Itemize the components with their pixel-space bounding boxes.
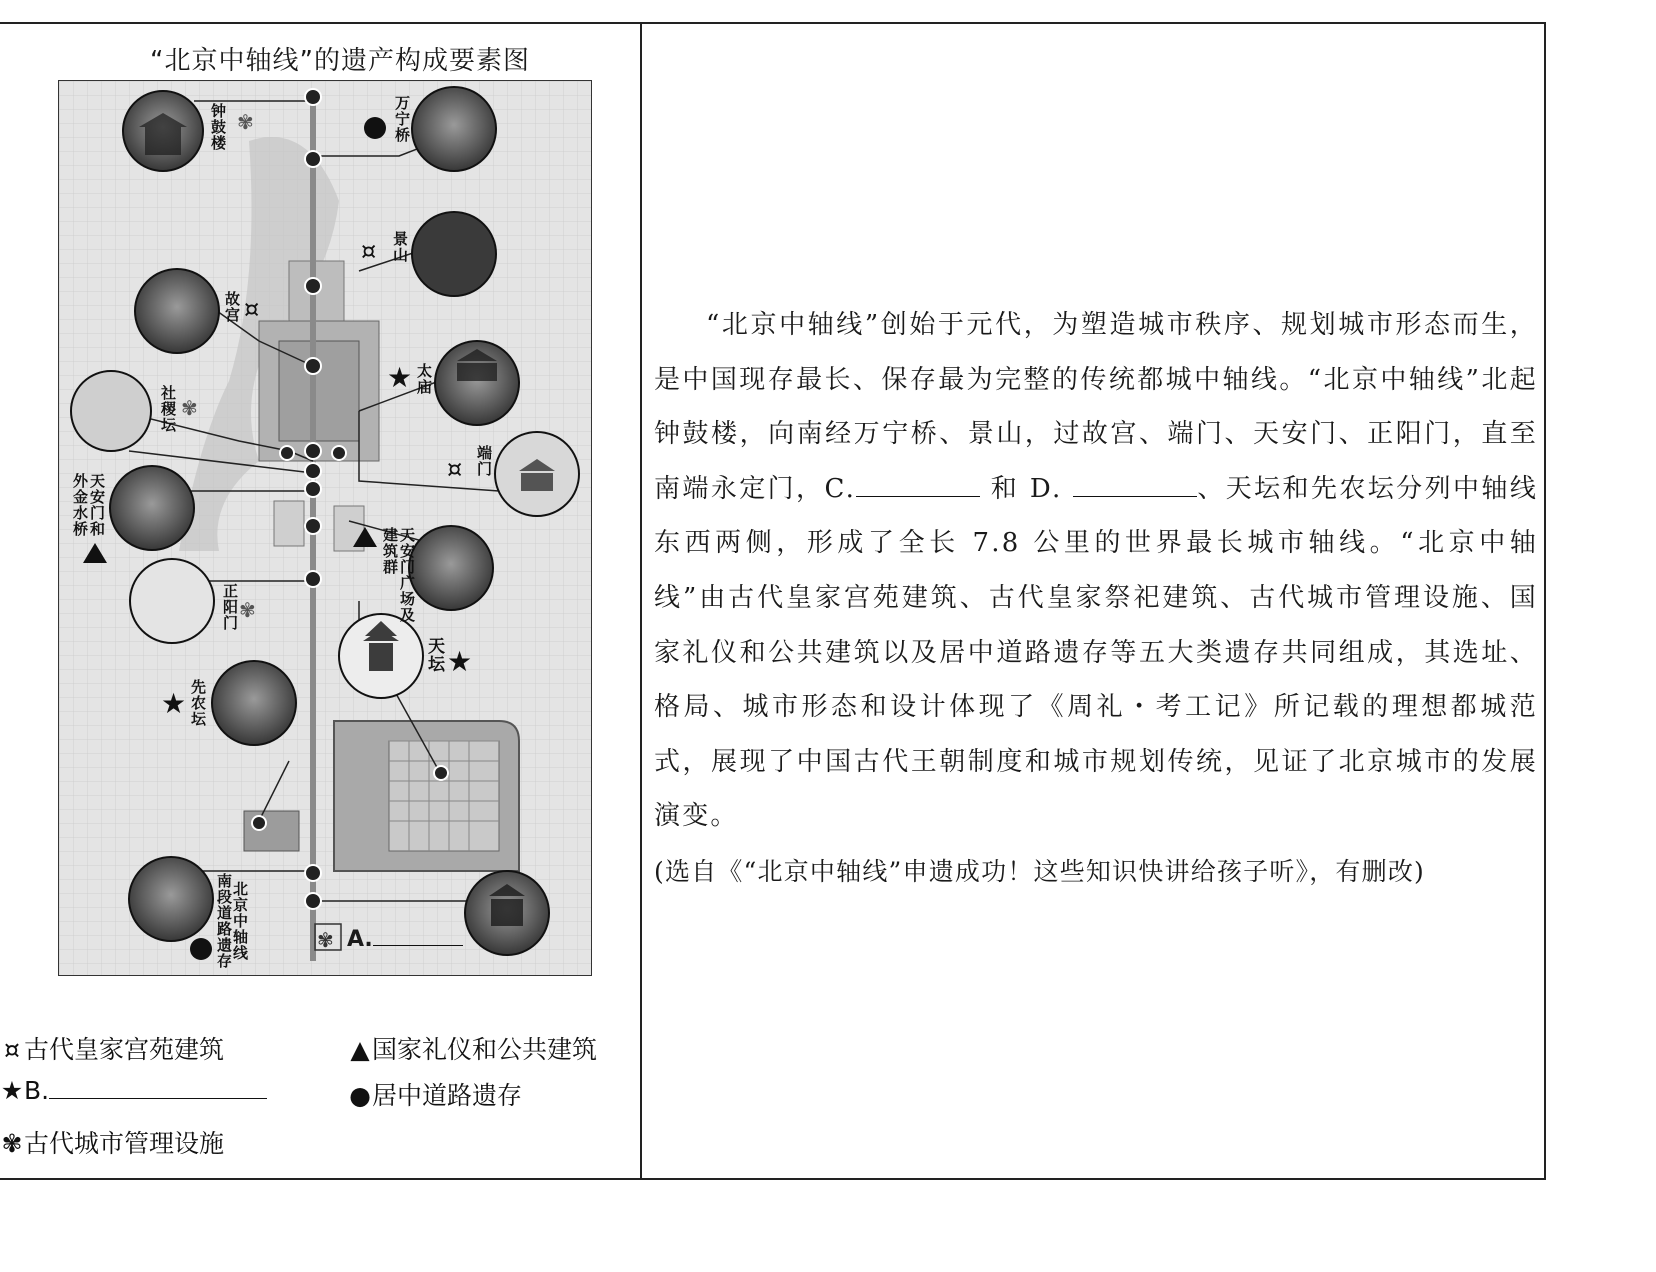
label-zhengyangmen: 正阳门 <box>221 583 239 631</box>
blank-c-line[interactable] <box>856 496 980 497</box>
heritage-map <box>58 80 592 976</box>
label-wanningqiao: 万宁桥 <box>393 95 411 143</box>
legend-national-ritual: ▲国家礼仪和公共建筑 <box>348 1030 597 1066</box>
photo-shejitan <box>71 371 151 451</box>
star-symbol-icon: ★ <box>0 1076 24 1105</box>
label-shejitan: 社稷坛 <box>159 385 177 433</box>
mgmt-marker-shejitan: ✾ <box>181 396 198 420</box>
legend-royal-garden: ¤ 古代皇家宫苑建筑 <box>0 1030 224 1066</box>
passage-source: (选自《“北京中轴线”申遗成功！这些知识快讲给孩子听》，有删改) <box>654 857 1425 886</box>
label-tiananmen-bridge: 天安门和外金水桥 <box>71 473 106 537</box>
star-marker-tiantan: ★ <box>447 645 473 678</box>
photo-south-road <box>129 857 213 941</box>
label-tiananmen-square: 天安门广场及建筑群 <box>381 527 416 623</box>
svg-text:✾: ✾ <box>317 928 334 952</box>
label-beijing-axis: 北京中轴线 <box>231 881 249 961</box>
passage-text <box>654 298 1538 844</box>
blank-a-label: A. <box>347 927 373 952</box>
label-duanmen: 端门 <box>475 445 493 477</box>
label-xiannongtan: 先农坛 <box>189 679 207 727</box>
legend-central-road: ●居中道路遗存 <box>349 1081 523 1110</box>
label-south-road: 南段道路遗存 <box>215 873 233 969</box>
blank-a-line[interactable] <box>373 945 463 946</box>
label-gugong: 故宫 <box>223 291 241 323</box>
column-divider <box>640 22 642 1180</box>
photo-wanningqiao <box>412 87 496 171</box>
photo-xiannongtan <box>212 661 296 745</box>
label-jingshan: 景山 <box>391 231 409 263</box>
star-marker-xiannongtan: ★ <box>161 687 187 720</box>
blank-a <box>347 927 463 952</box>
palace-marker-duanmen: ¤ <box>447 455 463 483</box>
triangle-symbol-icon: ▲ <box>350 1035 370 1064</box>
road-marker-wanningqiao <box>364 117 386 139</box>
legend-city-management: ✾古代城市管理设施 <box>1 1129 225 1158</box>
blank-d-line[interactable] <box>1073 496 1197 497</box>
label-tiantan: 天坛 <box>424 637 444 673</box>
star-marker-taimiao: ★ <box>387 361 413 394</box>
map-graphic <box>59 81 592 976</box>
label-taimiao: 太庙 <box>415 363 433 395</box>
photo-gugong <box>135 269 219 353</box>
mgmt-marker-zhengyangmen: ✾ <box>239 598 256 622</box>
circle-symbol-icon: ● <box>349 1081 371 1110</box>
photo-zhengyangmen <box>130 559 214 643</box>
palace-marker-gugong: ¤ <box>244 295 260 323</box>
road-marker-south <box>190 938 212 960</box>
palace-marker-jingshan: ¤ <box>361 237 377 265</box>
mgmt-marker-zhonggulou: ✾ <box>237 110 254 134</box>
label-zhonggulou: 钟鼓楼 <box>209 103 227 151</box>
legend-blank-b: ★B. <box>0 1076 267 1105</box>
photo-tiananmen <box>110 466 194 550</box>
blank-b-line[interactable] <box>49 1098 267 1099</box>
palace-symbol-icon: ¤ <box>4 1035 20 1064</box>
photo-jingshan <box>412 212 496 296</box>
photo-tiananmen-square <box>409 526 493 610</box>
passage-paragraph: “北京中轴线”创始于元代，为塑造城市秩序、规划城市形态而生，是中国现存最长、保存最为完整的传统都城中轴线。“北京中轴线”北起钟鼓楼，向南经万宁桥、景山，过故宫、端门、天安门、正阳门，直至南端永定门，C. 和 D. 、天坛和先农坛分列中轴线东西两侧，形成了全长 7.8 公里的世界最长城市轴线。“北京中轴线”由古代皇家宫苑建筑、古代皇家祭祀建筑、古代城市管理设施、国家礼仪和公共建筑以及居中道路遗存等五大类遗存共同组成，其选址、格局、城市形态和设计体现了《周礼・考工记》所记载的理想都城范式，展现了中国古代王朝制度和城市规划传统，见证了北京城市的发展演变。 <box>654 310 1539 832</box>
map-title: “北京中轴线”的遗产构成要素图 <box>150 46 530 76</box>
management-symbol-icon: ✾ <box>1 1129 23 1158</box>
